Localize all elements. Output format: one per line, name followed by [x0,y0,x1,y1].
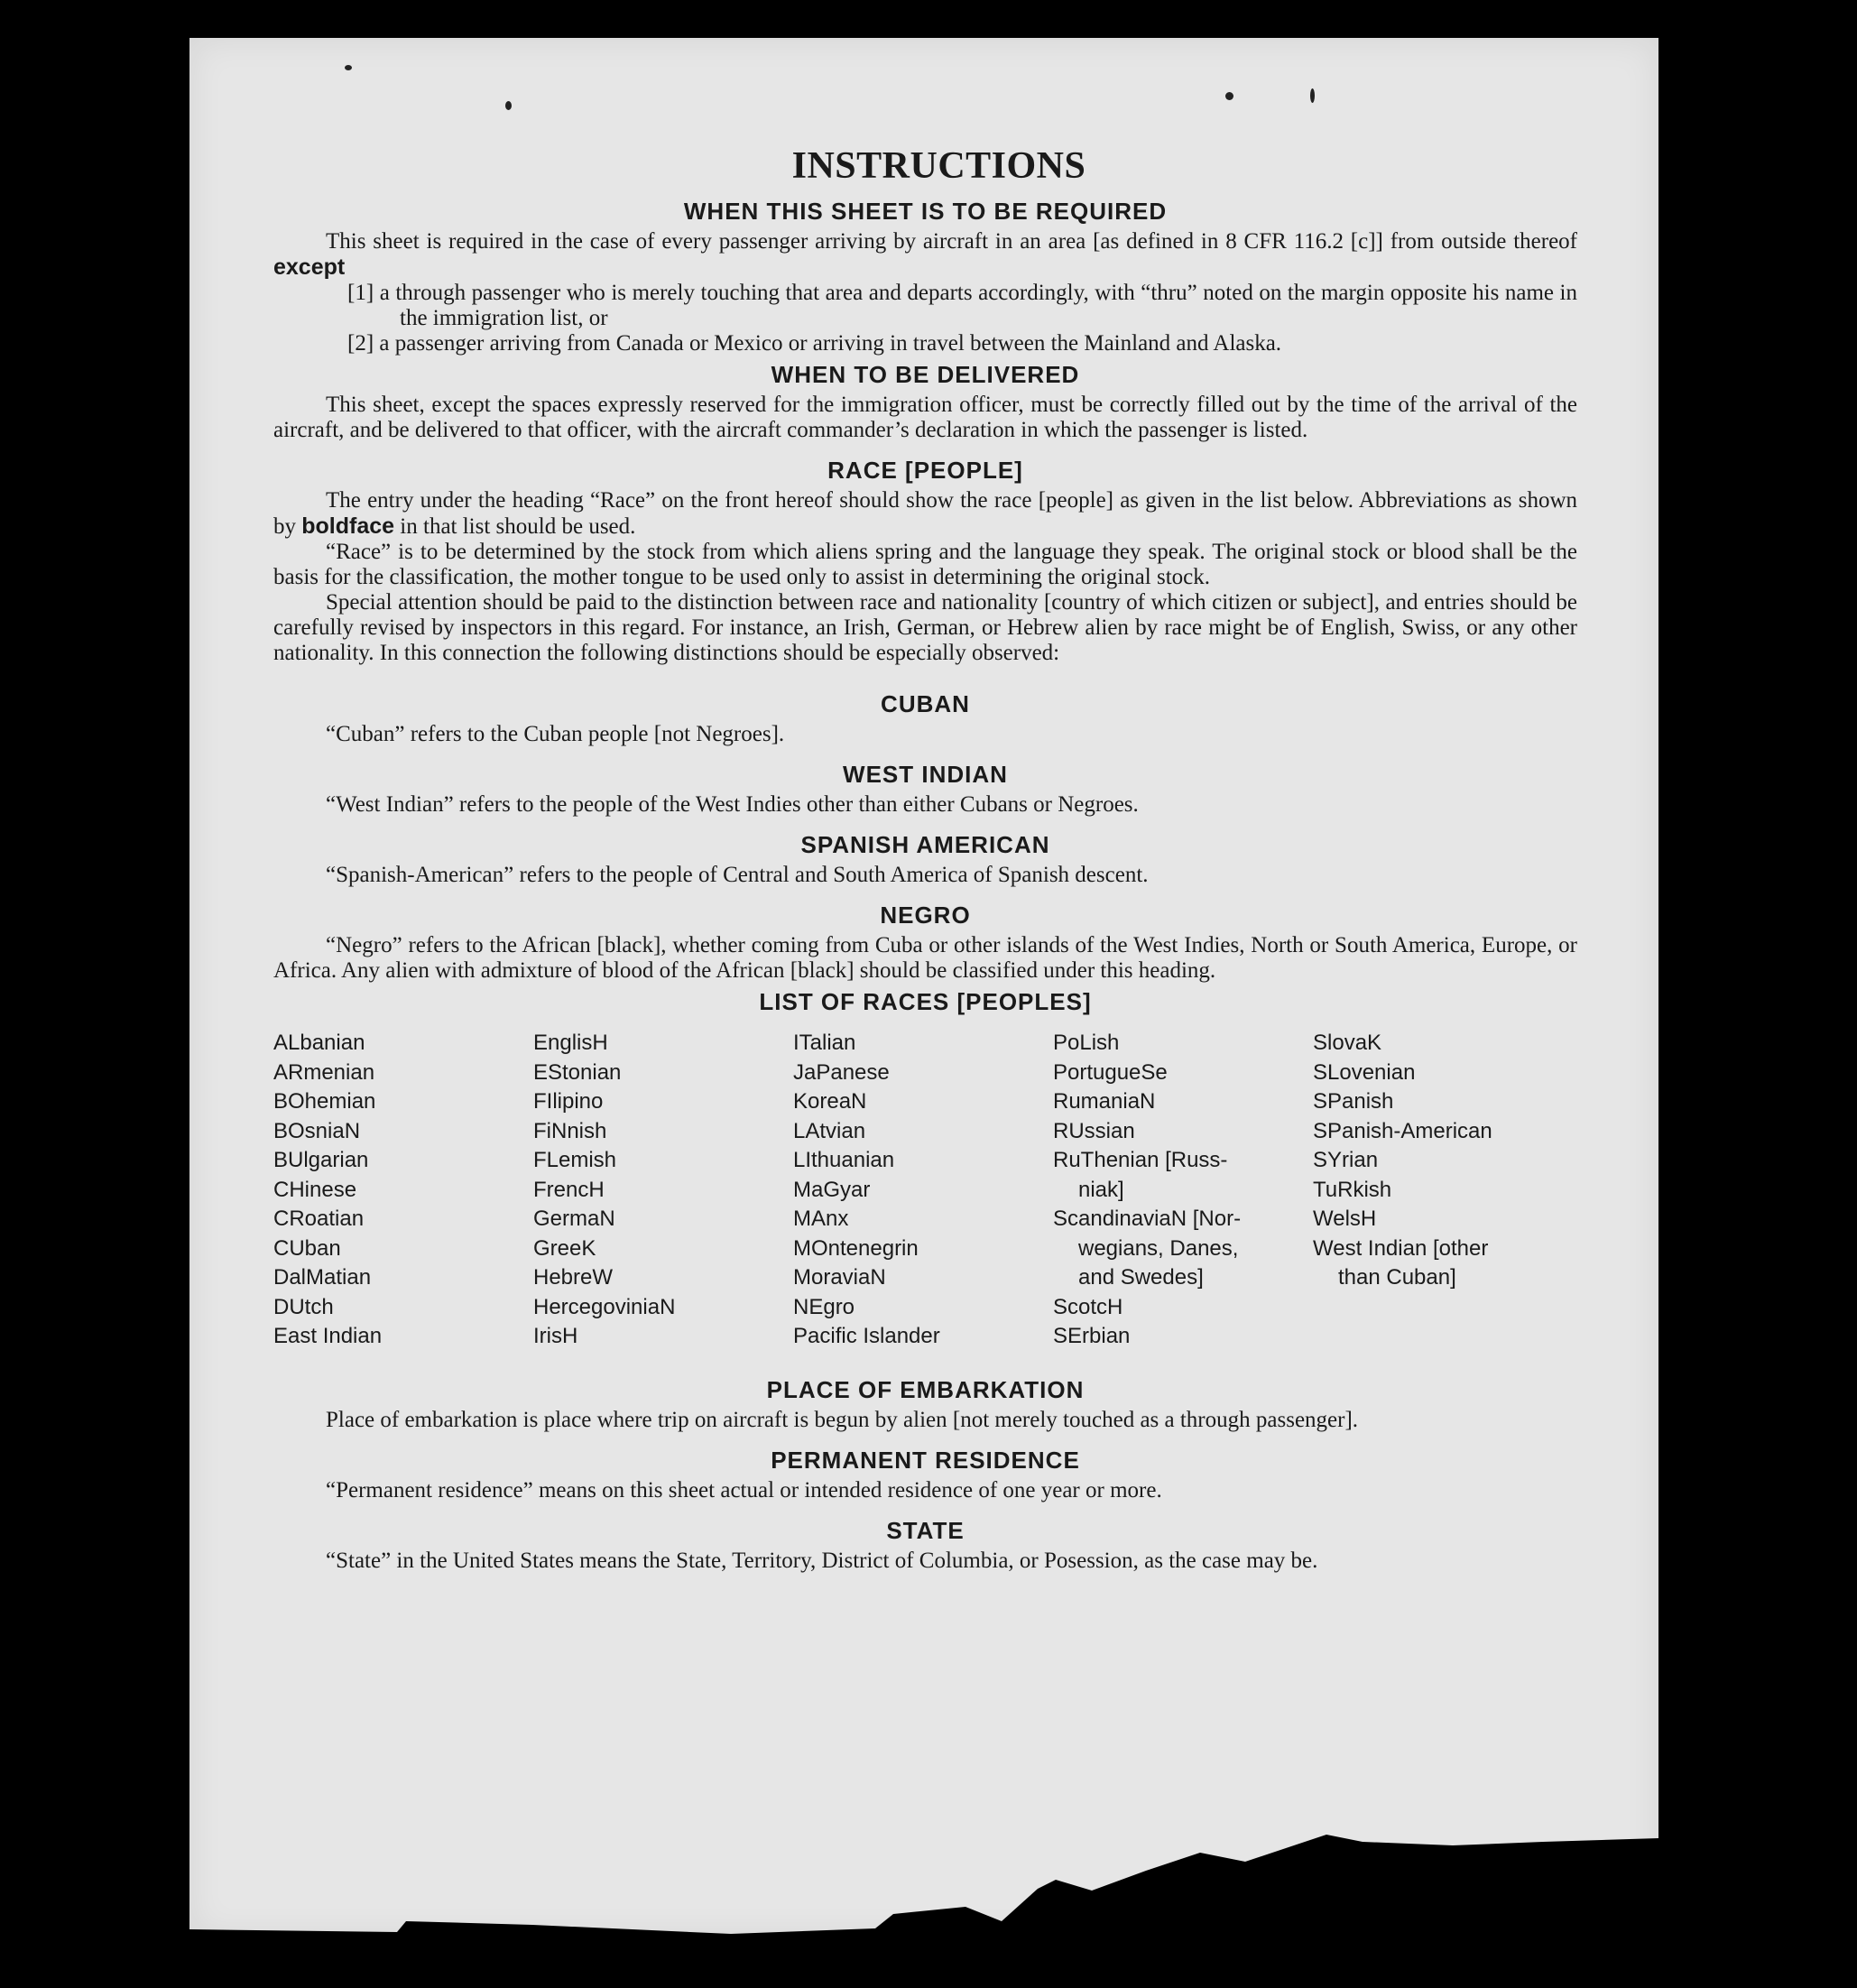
required-intro-text: This sheet is required in the case of every passenger arriving by aircraft in an area [as defined in 8 CFR 116.2 [c]] from outside thereof [326,229,1577,254]
race-entry: ARmenian [273,1059,375,1085]
heading-negro: NEGRO [880,902,971,929]
race-paragraph-1 [273,488,1577,540]
negro-text: “Negro” refers to the African [black], whether coming from Cuba or other islands of the West Indies, North or South America, Europe, or Africa. Any alien with admixture of blood of the African [black] should be classified under this heading. [273,933,1577,983]
race-entry-continued: than Cuban] [1338,1265,1456,1290]
race-entry: WelsH [1313,1207,1377,1231]
race-entry: FLemish [533,1148,617,1172]
document-sheet [189,38,1658,1937]
delivered-text: This sheet, except the spaces expressly reserved for the immigration officer, must be correctly filled out by the time of the arrival of the aircraft, and be delivered to that officer, with the aircraft commander’s declaration in which the passenger is listed. [273,393,1577,442]
heading-spanish-american: SPANISH AMERICAN [800,831,1050,858]
required-intro [273,229,1577,281]
race-entry: TuRkish [1313,1177,1392,1202]
race-entry: ALbanian [273,1031,365,1055]
scan-speck [1310,88,1315,103]
race-entry: BOsniaN [273,1118,361,1143]
races-column-5 [1313,1029,1584,1352]
required-intro-except: except [273,254,346,280]
residence-text: “Permanent residence” means on this sheet actual or intended residence of one year or more. [326,1477,1162,1503]
race-entry: MOntenegrin [793,1235,919,1261]
race-entry: SLovenian [1313,1059,1416,1085]
scan-speck [505,101,512,110]
race-entry: ScotcH [1053,1294,1123,1319]
race-entry: NEgro [793,1294,855,1319]
cuban-text: “Cuban” refers to the Cuban people [not Negroes]. [326,722,785,746]
heading-races-list: LIST OF RACES [PEOPLES] [759,988,1092,1015]
race-entry: KoreaN [793,1089,867,1114]
race-entry-continued: wegians, Danes, [1078,1235,1239,1261]
race-p1-boldface: boldface [301,513,395,539]
scan-speck [345,65,352,70]
race-entry: Pacific Islander [793,1324,940,1348]
state-text: “State” in the United States means the State, Territory, District of Columbia, or Posession, as the case may be. [326,1548,1318,1573]
heading-state: STATE [886,1516,965,1544]
west-indian-text: “West Indian” refers to the people of the West Indies other than either Cubans or Negroes. [326,792,1139,817]
heading-delivered: WHEN TO BE DELIVERED [771,361,1080,388]
race-entry: PoLish [1053,1031,1120,1055]
race-entry: GreeK [533,1235,596,1261]
race-entry: EStonian [533,1059,622,1085]
race-entry: JaPanese [793,1059,890,1085]
race-entry: East Indian [273,1324,383,1348]
required-item-1: [1] a through passenger who is merely touching that area and departs accordingly, with “thru” noted on the margin opposite his name in the immigration list, or [347,281,1577,330]
race-entry: SPanish-American [1313,1118,1492,1143]
race-entry: ITalian [793,1031,856,1055]
race-entry: LAtvian [793,1118,866,1143]
race-entry: IrisH [533,1324,578,1348]
page-title: INSTRUCTIONS [791,145,1086,187]
race-entry: FiNnish [533,1118,607,1143]
heading-race: RACE [PEOPLE] [827,457,1023,484]
race-entry: HercegoviniaN [533,1294,676,1319]
race-entry: SlovaK [1313,1031,1382,1055]
races-column-2 [533,1029,793,1352]
race-entry: MaGyar [793,1177,871,1202]
race-entry: CHinese [273,1177,357,1202]
heading-cuban: CUBAN [881,690,970,717]
heading-west-indian: WEST INDIAN [843,761,1008,788]
race-entry: West Indian [other [1313,1235,1489,1261]
spanish-american-text: “Spanish-American” refers to the people of Central and South America of Spanish descent. [326,863,1149,887]
race-entry: PortugueSe [1053,1059,1168,1085]
race-entry: HebreW [533,1265,614,1290]
race-entry: CUban [273,1235,341,1261]
race-entry-continued: niak] [1078,1177,1124,1202]
race-entry: DUtch [273,1294,334,1319]
race-p1-start: The entry under the heading “Race” on the front hereof should show the race [people] as given in the list below. Abbreviations as shown by [273,488,1577,539]
race-entry: MoraviaN [793,1265,886,1290]
race-entry: CRoatian [273,1207,365,1231]
race-entry: SPanish [1313,1089,1394,1114]
race-paragraph-2: “Race” is to be determined by the stock from which aliens spring and the language they speak. The original stock or blood shall be the basis for the classification, the mother tongue to be used only to assist in determining the original stock. [273,540,1577,589]
race-entry: ScandinaviaN [Nor- [1053,1207,1242,1231]
race-entry: RuThenian [Russ- [1053,1148,1228,1172]
race-entry: FIlipino [533,1089,604,1114]
race-entry: BUlgarian [273,1148,369,1172]
heading-residence: PERMANENT RESIDENCE [771,1446,1080,1474]
race-entry: BOhemian [273,1089,376,1114]
race-entry: SErbian [1053,1324,1131,1348]
races-column-1 [273,1029,533,1352]
races-column-3 [793,1029,1053,1352]
instructions-content [273,144,1577,1574]
races-column-4 [1053,1029,1313,1352]
torn-edge [189,1835,1658,1943]
heading-embarkation: PLACE OF EMBARKATION [766,1375,1085,1403]
required-item-2: [2] a passenger arriving from Canada or Mexico or arriving in travel between the Mainland and Alaska. [347,331,1282,356]
race-paragraph-3: Special attention should be paid to the distinction between race and nationality [country of which citizen or subject], and entries should be carefully revised by inspectors in this regard. For instance, an Irish, German, or Hebrew alien by race might be of English, Swiss, or any other nationality. In this connection the following distinctions should be especially observed: [273,590,1577,665]
race-entry: RUssian [1053,1118,1135,1143]
race-entry: SYrian [1313,1148,1379,1172]
heading-required: WHEN THIS SHEET IS TO BE REQUIRED [683,198,1168,225]
race-entry: RumaniaN [1053,1089,1156,1114]
race-entry-continued: and Swedes] [1078,1265,1204,1290]
race-p1-end: in that list should be used. [400,514,636,539]
races-list [273,1029,1577,1352]
scan-speck [1225,92,1233,100]
race-entry: EnglisH [533,1031,608,1055]
race-entry: DalMatian [273,1265,372,1290]
race-entry: LIthuanian [793,1148,895,1172]
race-entry: FrencH [533,1177,605,1202]
race-entry: GermaN [533,1207,615,1231]
race-entry: MAnx [793,1207,849,1231]
embarkation-text: Place of embarkation is place where trip on aircraft is begun by alien [not merely touched as a through passenger]. [326,1407,1359,1432]
